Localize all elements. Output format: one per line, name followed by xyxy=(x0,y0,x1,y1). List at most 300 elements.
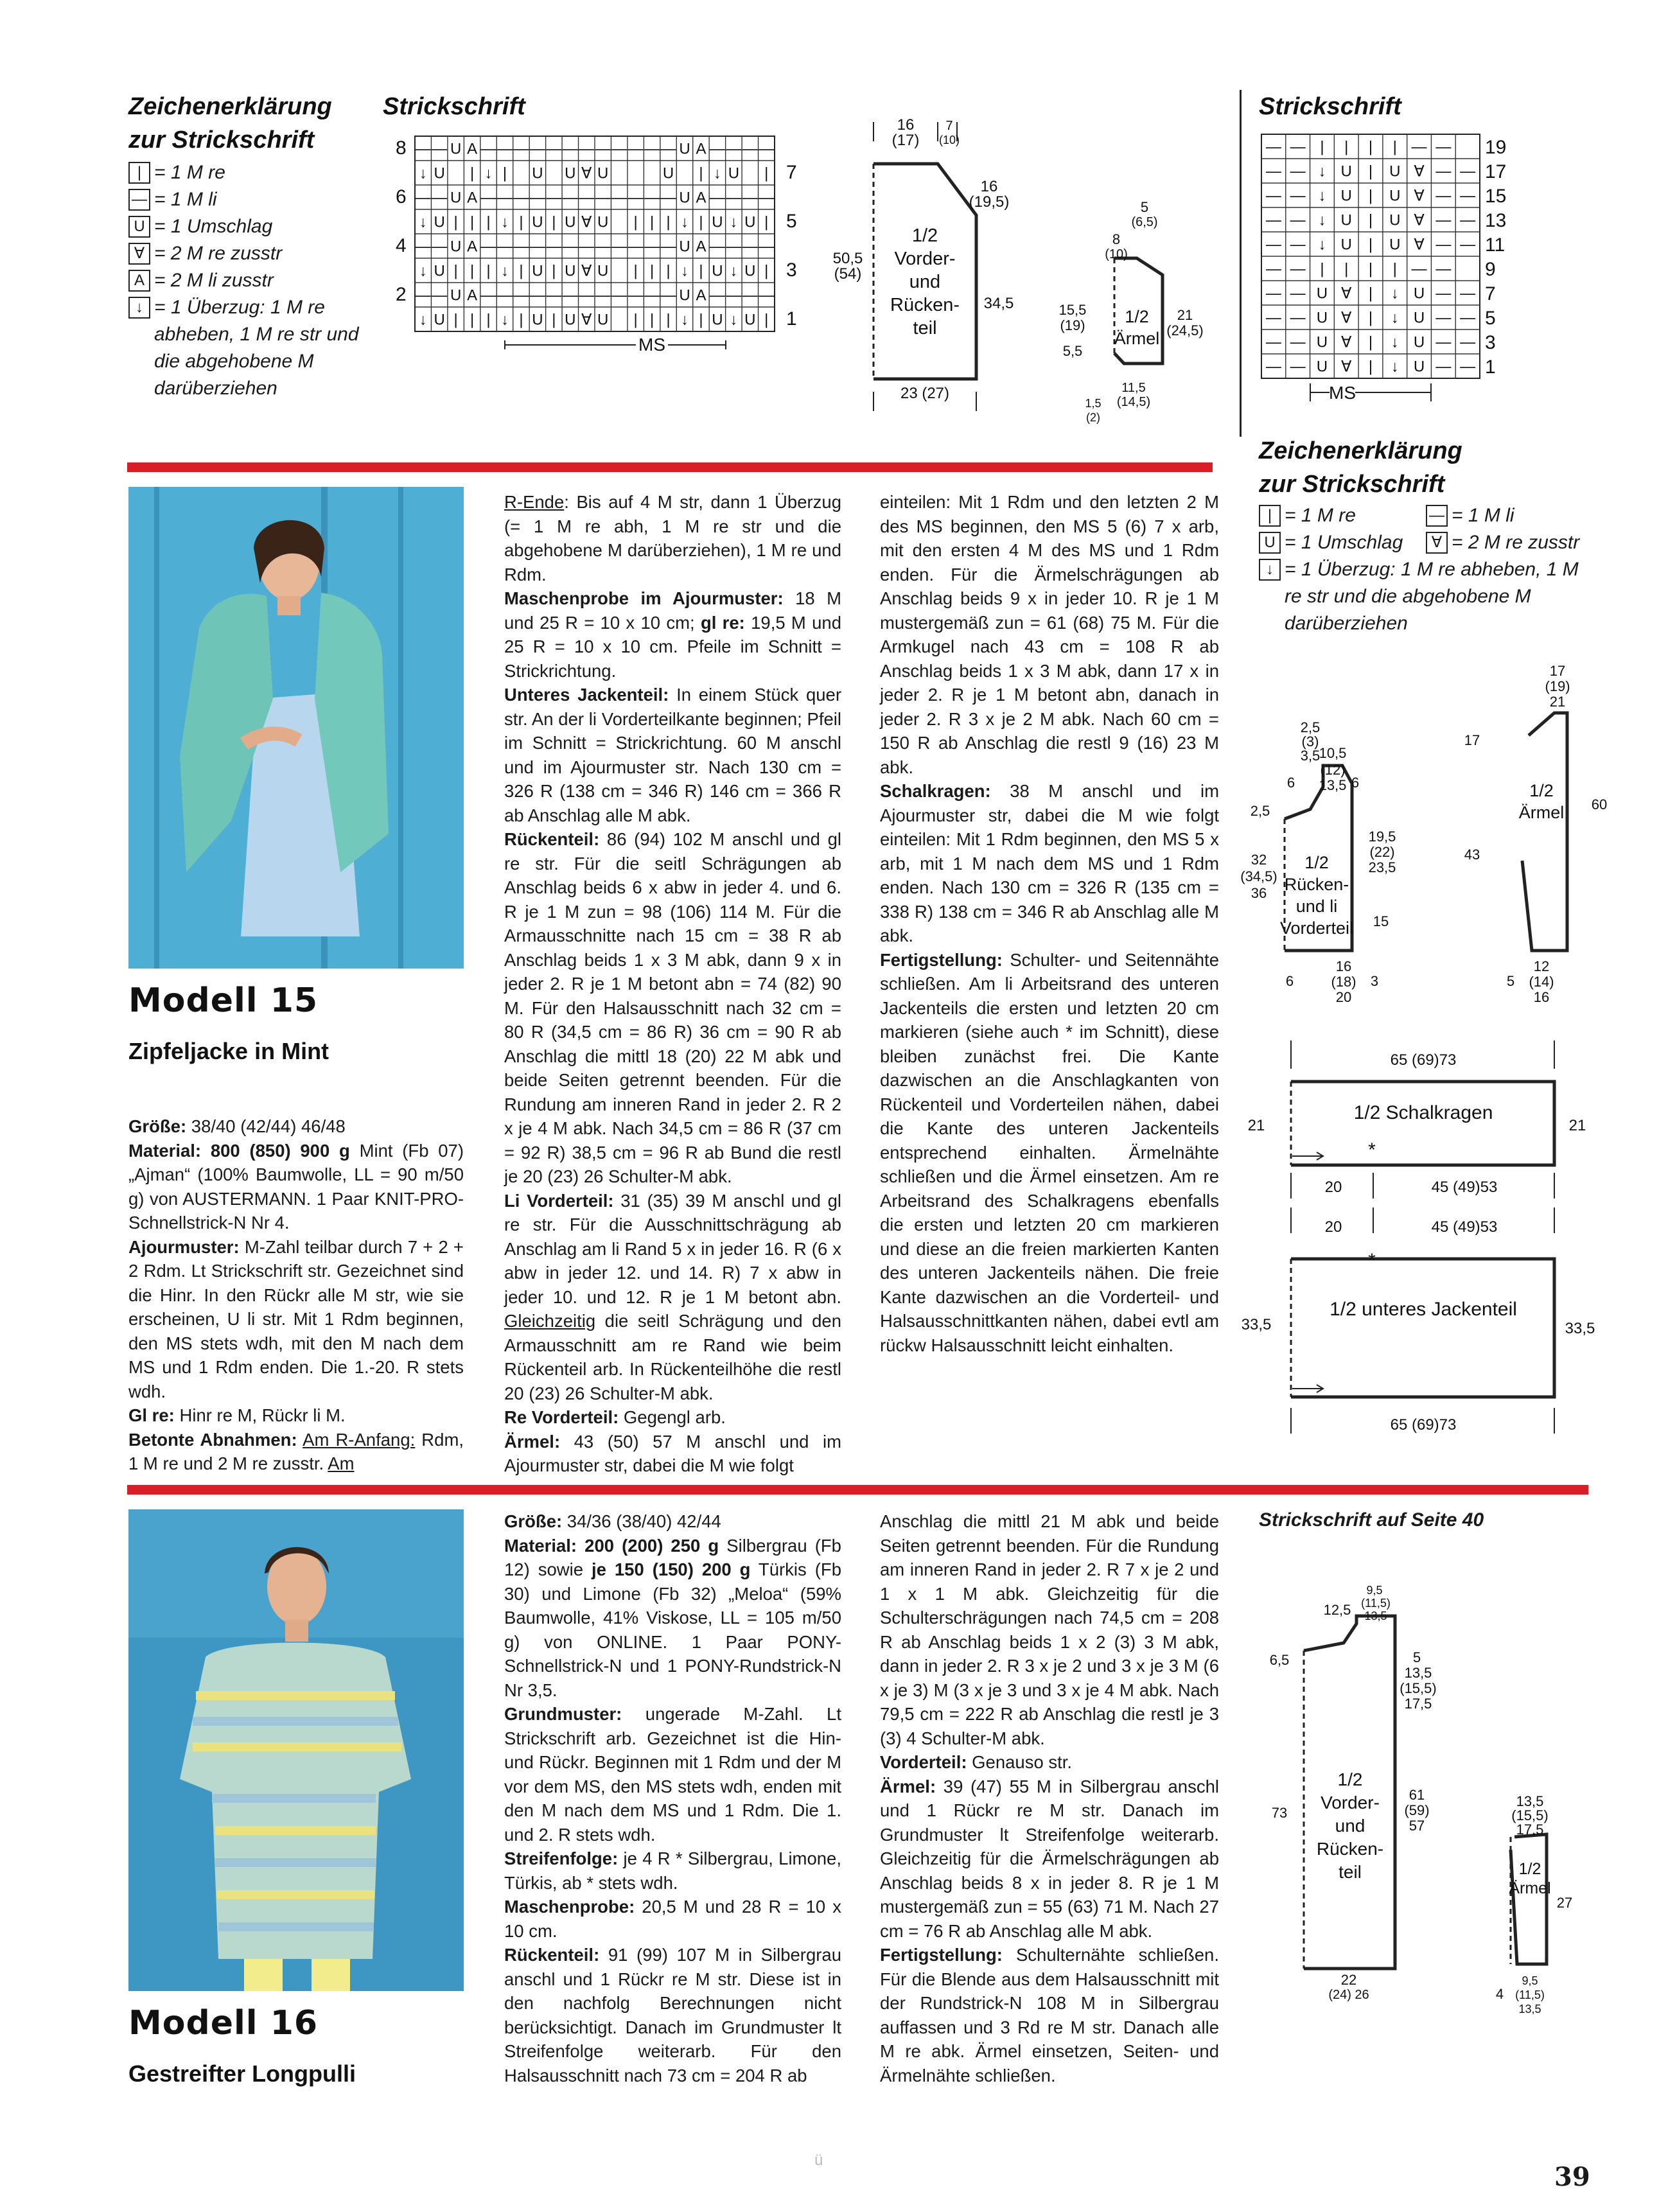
svg-text:3: 3 xyxy=(1485,332,1496,353)
svg-text:(59): (59) xyxy=(1404,1802,1430,1818)
chart-symbol: — xyxy=(709,286,725,304)
svg-text:5,5: 5,5 xyxy=(1062,343,1083,359)
chart-symbol: A xyxy=(467,238,478,256)
chart-symbol: — xyxy=(1265,260,1281,278)
svg-text:23,5: 23,5 xyxy=(1368,859,1396,875)
svg-text:22: 22 xyxy=(1340,1972,1357,1988)
chart-symbol: | xyxy=(470,213,475,231)
model-photo-image xyxy=(128,1509,464,1991)
chart-symbol: ↓ xyxy=(713,164,721,182)
svg-text:32: 32 xyxy=(1251,852,1267,868)
chart-symbol: ↓ xyxy=(1318,187,1326,205)
svg-text:33,5: 33,5 xyxy=(1241,1316,1272,1333)
chart-symbol: | xyxy=(519,262,523,280)
chart-symbol: | xyxy=(470,262,475,280)
svg-text:Rücken-: Rücken- xyxy=(1316,1839,1384,1859)
chart-symbol: ↓ xyxy=(1391,333,1399,351)
k2tog-symbol-icon: ∀ xyxy=(1426,532,1448,554)
chart-symbol: | xyxy=(1368,236,1373,254)
model-16-photo xyxy=(128,1509,464,1991)
legend-item: | = 1 M re xyxy=(128,159,373,186)
chart-symbol: | xyxy=(1368,358,1373,376)
svg-text:(24) 26: (24) 26 xyxy=(1328,1988,1369,2002)
chart-symbol: — xyxy=(759,140,775,158)
chart-symbol: A xyxy=(467,140,478,158)
svg-text:15: 15 xyxy=(1373,913,1389,929)
svg-text:2,5: 2,5 xyxy=(1250,803,1270,819)
chart-symbol: — xyxy=(415,238,431,256)
chart-symbol: — xyxy=(1435,309,1452,327)
chart-symbol: — xyxy=(513,140,529,158)
svg-text:(54): (54) xyxy=(834,265,862,283)
legend-right: Zeichenerklärung zur Strickschrift | = 1 M re — = 1 M li U = 1 Umschlag ∀ = 2 M re zusstr ↓ = 1 Überzug: 1 M re abheben, 1 M re str und die abgehobene M darüberziehen xyxy=(1259,437,1580,634)
chart-symbol: — xyxy=(1460,162,1476,180)
chart-symbol: ↓ xyxy=(681,213,689,231)
svg-text:20: 20 xyxy=(1335,989,1352,1005)
svg-text:Rücken-: Rücken- xyxy=(890,295,960,315)
chart-symbol: — xyxy=(644,286,660,304)
svg-text:1/2 unteres Jackenteil: 1/2 unteres Jackenteil xyxy=(1330,1299,1517,1320)
svg-text:1/2: 1/2 xyxy=(1337,1769,1363,1789)
chart-symbol: ↓ xyxy=(681,262,689,280)
svg-text:45 (49)53: 45 (49)53 xyxy=(1431,1218,1498,1236)
chart-symbol: | xyxy=(1344,138,1349,156)
svg-text:Vorderteil: Vorderteil xyxy=(1279,918,1354,938)
svg-text:13,5: 13,5 xyxy=(1404,1665,1432,1681)
chart-symbol: | xyxy=(486,311,491,329)
chart-title: Strickschrift xyxy=(383,93,525,120)
chart-symbol: ↓ xyxy=(501,262,509,280)
chart-symbol: U xyxy=(744,311,756,329)
chart-symbol: ↓ xyxy=(1318,211,1326,229)
chart-symbol: U xyxy=(1389,187,1401,205)
chart-symbol: — xyxy=(432,189,448,207)
chart-symbol: U xyxy=(565,311,576,329)
svg-text:2,5: 2,5 xyxy=(1300,719,1321,735)
chart-symbol: | xyxy=(453,311,458,329)
chart-symbol: A xyxy=(467,286,478,304)
instructions-column-2: R-Ende: Bis auf 4 M str, dann 1 Überzug (= 1 M re abh, 1 M re str und die abgehobene M darüberziehen), 1 M re und Rdm. Maschenprobe im Ajourmuster: 18 M und 25 R = 10 x 10 cm; gl re: 19,5 M und 25 R = 10 x 10 cm. Pfeile im Schnitt = Strickrichtung. Unteres Jackenteil: In einem Stück quer str. An der li Vorderteilkante beginnen; Pfeil im Schnitt = Strickrichtung. 60 M anschl und im Ajourmuster str. Nach 130 cm = 326 R (138 cm = 346 R) 146 cm = 366 R ab Anschlag alle M abk. Rückenteil: 86 (94) 102 M anschl und gl re str. Für die seitl Schrägungen ab Anschlag beids 6 x abw in jeder 4. und 6. R je 1 M zun = 98 (106) 114 M. Für die Armausschnitte nach 15 cm = 38 R ab Anschlag beids 1 x 3 M abk, dann 9 x in jeder 2. R je 1 M betont abn = 74 (82) 90 M. Für den Halsausschnitt nach 32 cm = 80 R (34,5 cm = 86 R) 36 cm = 90 R ab Anschlag die mittl 18 (20) 22 M abk und beide Seiten getrennt beenden. Für die Rundung am inneren Rand in jeder 2. R 2 x je 4 M abk. Nach 34,5 cm = 86 R (37 cm = 92 R) 38,5 cm = 96 R ab Bund die restl je 20 (23) 26 Schulter-M abk. Li Vorderteil: 31 (35) 39 M anschl und gl re str. Für die Ausschnittschrägung ab Anschlag am li Rand 5 x in jeder 16. R (6 x abw in jeder 12. und 14. R) 7 x abw in jeder 10. und 12. R je 1 M betont abn. Gleichzeitig die seitl Schrägung und den Armausschnitt am re Rand wie beim Rückenteil arb. In Rückenteilhöhe die restl 20 (23) 26 Schulter-M abk. Re Vorderteil: Gegengl arb. Ärmel: 43 (50) 57 M anschl und im Ajourmuster str, dabei die M wie folgt xyxy=(504,492,842,1475)
chart-symbol: — xyxy=(1265,333,1281,351)
chart-symbol: | xyxy=(1368,260,1373,278)
row-number: 1 xyxy=(786,308,797,329)
chart-symbol: — xyxy=(644,238,660,256)
svg-text:(19): (19) xyxy=(1060,317,1085,333)
row-number: 7 xyxy=(786,162,797,183)
chart-symbol: — xyxy=(1435,285,1452,303)
chart-symbol: — xyxy=(415,189,431,207)
svg-text:*: * xyxy=(1368,1139,1376,1161)
column-divider xyxy=(1240,90,1242,437)
svg-text:1/2 Schalkragen: 1/2 Schalkragen xyxy=(1353,1102,1493,1123)
chart-symbol: U xyxy=(434,262,445,280)
svg-text:(11,5): (11,5) xyxy=(1515,1988,1545,2001)
chart-symbol: U xyxy=(744,262,756,280)
chart-symbol: U xyxy=(662,164,674,182)
legend-item: A = 2 M li zusstr xyxy=(128,267,373,294)
k2tog-symbol-icon: ∀ xyxy=(128,243,150,265)
chart-symbol: | xyxy=(486,213,491,231)
svg-text:6: 6 xyxy=(1285,973,1294,989)
svg-text:(10): (10) xyxy=(938,134,960,146)
svg-text:13,5: 13,5 xyxy=(1518,2003,1541,2015)
svg-text:(19): (19) xyxy=(1545,678,1570,694)
svg-text:(14,5): (14,5) xyxy=(1116,395,1151,409)
chart-symbol: | xyxy=(699,164,703,182)
svg-text:1: 1 xyxy=(1485,356,1496,378)
chart-symbol: — xyxy=(497,189,513,207)
chart-symbol: ↓ xyxy=(419,164,427,182)
chart-symbol: — xyxy=(1435,187,1452,205)
svg-text:12: 12 xyxy=(1533,958,1550,974)
chart-symbol: — xyxy=(1290,358,1306,376)
svg-text:(2): (2) xyxy=(1086,411,1100,424)
chart-symbol: U xyxy=(728,164,740,182)
chart-symbol: — xyxy=(1460,309,1476,327)
chart-symbol: — xyxy=(579,189,595,207)
schematic-front-back xyxy=(829,116,1073,424)
svg-text:und: und xyxy=(909,272,941,292)
chart-symbol: — xyxy=(628,238,644,256)
svg-text:(15,5): (15,5) xyxy=(1511,1807,1549,1823)
chart-symbol: A xyxy=(696,286,707,304)
svg-text:Ärmel: Ärmel xyxy=(1518,803,1565,822)
svg-text:(24,5): (24,5) xyxy=(1166,322,1204,338)
svg-text:4: 4 xyxy=(1495,1986,1504,2002)
chart-symbol: — xyxy=(432,140,448,158)
chart-symbol: ∀ xyxy=(1341,309,1352,327)
chart-symbol: U xyxy=(679,140,690,158)
svg-text:17: 17 xyxy=(1464,732,1480,748)
chart-symbol: A xyxy=(467,189,478,207)
svg-text:16: 16 xyxy=(1533,989,1550,1005)
legend-title-2: zur Strickschrift xyxy=(128,127,315,154)
chart-symbol: U xyxy=(450,189,462,207)
chart-symbol: — xyxy=(480,189,496,207)
svg-text:27: 27 xyxy=(1556,1895,1573,1911)
yarnover-symbol-icon: U xyxy=(1259,532,1281,554)
chart-symbol: U xyxy=(1413,309,1425,327)
chart-symbol: ↓ xyxy=(1391,358,1399,376)
page-number: 39 xyxy=(1554,2162,1590,2192)
svg-text:43: 43 xyxy=(1464,847,1480,863)
chart-symbol: ↓ xyxy=(730,213,738,231)
svg-text:(10): (10) xyxy=(1105,247,1128,261)
chart-symbol: | xyxy=(699,311,703,329)
chart-symbol: — xyxy=(742,189,758,207)
chart-symbol: | xyxy=(1320,260,1324,278)
chart-symbol: ↓ xyxy=(419,213,427,231)
legend-item: ↓ = 1 Überzug: 1 M re abheben, 1 M re str und die abgehobene M darüberziehen xyxy=(128,294,373,402)
chart-symbol: — xyxy=(1411,260,1427,278)
chart-symbol: | xyxy=(470,311,475,329)
svg-text:15: 15 xyxy=(1485,186,1507,207)
chart-symbol: | xyxy=(764,213,769,231)
svg-text:19: 19 xyxy=(1485,137,1507,158)
chart-symbol: — xyxy=(1290,211,1306,229)
svg-text:7: 7 xyxy=(1485,283,1496,304)
chart-symbol: | xyxy=(486,262,491,280)
chart-symbol: — xyxy=(611,286,628,304)
chart-symbol: — xyxy=(1411,138,1427,156)
chart-symbol: | xyxy=(1344,260,1349,278)
chart-symbol: — xyxy=(1435,333,1452,351)
chart-symbol: | xyxy=(1368,309,1373,327)
svg-text:1/2: 1/2 xyxy=(1304,853,1329,872)
chart-symbol: — xyxy=(415,286,431,304)
chart-symbol: ↓ xyxy=(419,311,427,329)
chart-symbol: U xyxy=(1413,358,1425,376)
instructions-column-5: Anschlag die mittl 21 M abk und beide Seiten getrennt beenden. Für die Rundung am inneren Rand in jeder 2. R 7 x je 2 und 1 x 1 M abk. Gleichzeitig für die Schulterschrägungen nach 74,5 cm = 208 R ab Anschlag beids 1 x 2 (3) 3 M abk, dann in jeder 2. R 3 x je 2 und 3 x je 3 M (6 x je 3) M (3 x je 3 und 3 x je 4 M abk. Nach 79,5 cm = 222 R ab Anschlag die restl je 3 (3) 4 Schulter-M abk. Vorderteil: Genauso str. Ärmel: 39 (47) 55 M in Silbergrau anschl und 1 Rückr re M str. Danach im Grundmuster lt Streifenfolge weiterarb. Gleichzeitig für die Ärmelschrägungen ab Anschlag beids 8 x in jeder 8. R je 1 M mustergemäß zun = 55 (63) 71 M. Nach 27 cm = 76 R ab Anschlag alle M abk. Fertigstellung: Schulternähte schließen. Für die Blende aus dem Halsausschnitt mit der Rundstrick-N 108 M in Silbergrau auffassen und 3 Rd re M str. Danach alle M re abk. Ärmel einsetzen, Seiten- und Ärmelnähte schließen. xyxy=(880,1511,1219,2085)
svg-text:16: 16 xyxy=(1335,958,1352,974)
chart-symbol: | xyxy=(764,164,769,182)
svg-text:23 (27): 23 (27) xyxy=(900,385,950,402)
chart-symbol: U xyxy=(565,164,576,182)
chart-symbol: — xyxy=(480,286,496,304)
chart-symbol: — xyxy=(742,238,758,256)
chart-symbol: — xyxy=(709,189,725,207)
svg-text:16: 16 xyxy=(897,116,915,134)
chart-symbol: U xyxy=(1316,309,1328,327)
svg-text:16: 16 xyxy=(980,178,998,195)
svg-text:13,5: 13,5 xyxy=(1319,777,1347,793)
svg-text:15,5: 15,5 xyxy=(1058,302,1087,318)
svg-text:13,5: 13,5 xyxy=(1516,1793,1544,1809)
chart-symbol: ↓ xyxy=(1318,162,1326,180)
chart-symbol: | xyxy=(453,213,458,231)
svg-text:17,5: 17,5 xyxy=(1516,1821,1544,1838)
svg-text:17,5: 17,5 xyxy=(1404,1696,1432,1712)
chart-symbol: U xyxy=(597,311,609,329)
svg-text:und li: und li xyxy=(1295,897,1338,916)
chart-symbol: — xyxy=(562,140,578,158)
chart-symbol: U xyxy=(1340,236,1352,254)
row-number: 3 xyxy=(786,259,797,281)
chart-symbol: — xyxy=(660,140,676,158)
chart-symbol: U xyxy=(565,213,576,231)
chart-symbol: | xyxy=(453,262,458,280)
svg-text:13: 13 xyxy=(1485,210,1507,231)
chart-symbol: — xyxy=(742,286,758,304)
chart-symbol: — xyxy=(529,189,545,207)
model-title: Modell 15 xyxy=(128,981,319,1020)
svg-text:9: 9 xyxy=(1485,259,1496,280)
svg-text:6,5: 6,5 xyxy=(1269,1652,1290,1668)
chart-symbol: — xyxy=(759,189,775,207)
chart-symbol: — xyxy=(1265,236,1281,254)
chart-symbol: U xyxy=(1389,162,1401,180)
yarnover-symbol-icon: U xyxy=(128,216,150,238)
chart-symbol: | xyxy=(666,262,671,280)
chart-symbol: | xyxy=(1368,333,1373,351)
chart-symbol: — xyxy=(513,189,529,207)
instructions-column-3: einteilen: Mit 1 Rdm und den letzten 2 M des MS beginnen, den MS 5 (6) 7 x arb, mit den ersten 4 M des MS und 1 Rdm enden. Für die Ärmelschrägungen ab Anschlag beids 9 x in jeder 10. R je 1 M mustergemäß zun = 61 (68) 75 M. Für die Armkugel nach 43 cm = 108 R ab Anschlag beids 1 x 3 M abk, dann 17 x in jeder 2. R je 1 M betont abn, danach in jeder 2. R 3 x je 2 M abk. Nach 60 cm = 150 R ab Anschlag die restl 9 (16) 23 M abk. Schalkragen: 38 M anschl und im Ajourmuster str, dabei die M wie folgt einteilen: Mit 1 Rdm beginnen, den MS 5 x arb, mit 1 M nach dem MS und 1 Rdm enden. Nach 130 cm = 326 R (135 cm = 338 R) 138 cm = 346 R ab Anschlag alle M abk. Fertigstellung: Schulter- und Seitennähte schließen. Am li Arbeitsrand des unteren Jackenteils die ersten und letzten 20 cm markieren (siehe auch * im Schnitt), diese bleiben zunächst frei. Die Kante dazwischen an die Anschlagkanten von Rückenteil und Vorderteilen nähen, dabei die Kante des unteren Jackenteils entsprechend einhalten. Ärmelnähte schließen und die Ärmel einsetzen. Am re Arbeitsrand des Schalkragens ebenfalls die ersten und letzten 20 cm markieren und diese an die freien markierten Kanten des unteren Jackenteils nähen. Die freie Kante dazwischen an die Vorderteil- und Halsausschnittkanten nähen, dabei evtl am rückw Halsausschnitt leicht einhalten. xyxy=(880,492,1219,1355)
chart-symbol: — xyxy=(1265,285,1281,303)
chart-symbol: — xyxy=(1290,260,1306,278)
chart-symbol: ∀ xyxy=(1341,285,1352,303)
chart-symbol: — xyxy=(759,286,775,304)
svg-text:teil: teil xyxy=(1339,1862,1362,1882)
svg-text:*: * xyxy=(1368,1250,1376,1271)
chart-symbol: | xyxy=(764,262,769,280)
chart-symbol: — xyxy=(644,189,660,207)
chart-symbol: A xyxy=(696,140,707,158)
svg-text:MS: MS xyxy=(1329,383,1356,401)
chart-symbol: — xyxy=(709,238,725,256)
chart-symbol: | xyxy=(666,213,671,231)
chart-symbol: U xyxy=(450,286,462,304)
chart-symbol: U xyxy=(1340,211,1352,229)
svg-text:7: 7 xyxy=(945,119,953,133)
skp-symbol-icon: ↓ xyxy=(1259,559,1281,581)
svg-text:6: 6 xyxy=(1351,775,1360,791)
svg-text:1,5: 1,5 xyxy=(1085,397,1102,410)
chart-symbol: | xyxy=(649,213,654,231)
chart-symbol: — xyxy=(497,286,513,304)
chart-symbol: | xyxy=(519,213,523,231)
chart-symbol: ∀ xyxy=(581,164,592,182)
chart-symbol: U xyxy=(434,213,445,231)
chart-symbol: U xyxy=(1389,211,1401,229)
skp-symbol-icon: ↓ xyxy=(128,297,150,319)
chart-symbol: U xyxy=(1413,285,1425,303)
chart-symbol: U xyxy=(1316,358,1328,376)
chart-symbol: ↓ xyxy=(501,213,509,231)
chart-symbol: | xyxy=(1368,162,1373,180)
svg-text:21: 21 xyxy=(1247,1117,1265,1134)
chart-symbol: — xyxy=(513,238,529,256)
chart-symbol: — xyxy=(726,286,742,304)
chart-symbol: — xyxy=(513,286,529,304)
svg-text:Rücken-: Rücken- xyxy=(1284,875,1349,894)
chart-symbol: U xyxy=(679,189,690,207)
chart-symbol: ∀ xyxy=(1414,211,1425,229)
chart-symbol: | xyxy=(649,311,654,329)
svg-text:Ärmel: Ärmel xyxy=(1509,1879,1551,1897)
model-15-photo xyxy=(128,487,464,969)
svg-text:17: 17 xyxy=(1549,663,1566,679)
chart-symbol: | xyxy=(633,311,638,329)
chart-symbol: — xyxy=(611,189,628,207)
chart-symbol: | xyxy=(666,311,671,329)
svg-text:9,5: 9,5 xyxy=(1522,1974,1538,1987)
chart-symbol: — xyxy=(1460,187,1476,205)
chart-symbol: ↓ xyxy=(1391,309,1399,327)
chart-symbol: — xyxy=(1290,162,1306,180)
svg-text:3,5: 3,5 xyxy=(1300,748,1321,764)
row-number: 6 xyxy=(396,186,407,207)
svg-text:10,5: 10,5 xyxy=(1319,745,1347,761)
chart-symbol: — xyxy=(628,286,644,304)
chart-symbol: — xyxy=(1460,285,1476,303)
svg-text:(18): (18) xyxy=(1331,974,1356,990)
legend-title: Zeichenerklärung xyxy=(128,93,332,120)
chart-symbol: — xyxy=(726,238,742,256)
chart-symbol: — xyxy=(1265,138,1281,156)
chart-symbol: — xyxy=(1435,162,1452,180)
chart-symbol: U xyxy=(532,213,543,231)
instructions-column-1: Größe: 38/40 (42/44) 46/48 Material: 800 (850) 900 g Mint (Fb 07) „Ajman“ (100% Baumwolle, LL = 90 m/50 g) von AUSTERMANN. 1 Paar KNIT-PRO-Schnellstrick-N Nr 4. Ajourmuster: M-Zahl teilbar durch 7 + 2 + 2 Rdm. Lt Strickschrift str. Gezeichnet sind die Hinr. In den Rückr alle M str, wie sie erscheinen, U li str. Mit 1 Rdm beginnen, den MS stets wdh, mit den M nach dem MS und 1 Rdm enden. Die 1.-20. R stets wdh. Gl re: Hinr re M, Rückr li M. Betonte Abnahmen: Am R-Anfang: Rdm, 1 M re und 2 M re zusstr. Am xyxy=(128,1116,464,1473)
chart-symbol: — xyxy=(595,140,611,158)
schematic-jacket-back xyxy=(1220,662,1619,1021)
chart-symbol: ∀ xyxy=(1414,187,1425,205)
chart-symbol: ↓ xyxy=(419,262,427,280)
svg-text:5: 5 xyxy=(1140,199,1149,215)
knit-symbol-icon: | xyxy=(1259,505,1281,527)
chart-title: Strickschrift xyxy=(1259,93,1401,120)
chart-symbol: | xyxy=(1368,138,1373,156)
svg-text:(19,5): (19,5) xyxy=(969,193,1010,211)
svg-text:und: und xyxy=(1335,1816,1365,1836)
chart-symbol: U xyxy=(744,213,756,231)
chart-symbol: — xyxy=(1460,333,1476,351)
svg-text:11: 11 xyxy=(1485,234,1505,256)
chart-symbol: | xyxy=(699,262,703,280)
chart-symbol: ∀ xyxy=(1341,333,1352,351)
chart-symbol: — xyxy=(562,286,578,304)
chart-symbol: | xyxy=(633,213,638,231)
chart-symbol: U xyxy=(1413,333,1425,351)
svg-text:(34,5): (34,5) xyxy=(1240,868,1277,884)
chart-symbol: — xyxy=(595,189,611,207)
svg-text:13,5: 13,5 xyxy=(1364,1610,1387,1622)
chart-symbol: — xyxy=(529,140,545,158)
svg-text:3: 3 xyxy=(1370,973,1379,989)
svg-text:1/2: 1/2 xyxy=(1125,307,1149,326)
svg-text:(12): (12) xyxy=(1320,762,1346,778)
chart-symbol: — xyxy=(726,189,742,207)
chart-symbol: | xyxy=(649,262,654,280)
chart-symbol: — xyxy=(1290,236,1306,254)
chart-symbol: ↓ xyxy=(730,262,738,280)
svg-text:12,5: 12,5 xyxy=(1323,1602,1351,1618)
chart-symbol: — xyxy=(660,286,676,304)
footer-mark: ü xyxy=(814,2152,823,2169)
svg-text:(17): (17) xyxy=(891,132,920,149)
instructions-column-4: Größe: 34/36 (38/40) 42/44 Material: 200 (200) 250 g Silbergrau (Fb 12) sowie je 150 (150) 200 g Türkis (Fb 30) und Limone (Fb 32) „Meloa“ (59% Baumwolle, 41% Viskose, LL = 105 m/50 g) von ONLINE. 1 Paar PONY-Schnellstrick-N und 1 PONY-Rundstrick-N Nr 3,5. Grundmuster: ungerade M-Zahl. Lt Strickschrift arb. Gezeichnet ist die Hin- und Rückr. Beginnen mit 1 Rdm und der M vor dem MS, den MS stets wdh, enden mit den M nach dem MS und 1 Rdm. Die 1. und 2. R stets wdh. Streifenfolge: je 4 R * Silbergrau, Limone, Türkis, ab * stets wdh. Maschenprobe: 20,5 M und 28 R = 10 x 10 cm. Rückenteil: 91 (99) 107 M in Silbergrau anschl und 1 Rückr re M str. Diese ist in den nachfolg Berechnungen nicht berücksichtigt. Danach im Grundmuster lt Streifenfolge weiterarb. Für den Halsausschnitt nach 73 cm = 204 R ab xyxy=(504,1511,841,2085)
chart-symbol: A xyxy=(696,189,707,207)
chart-symbol: — xyxy=(1265,187,1281,205)
svg-text:17: 17 xyxy=(1485,161,1507,182)
chart-symbol: U xyxy=(532,262,543,280)
chart-symbol: ↓ xyxy=(1391,285,1399,303)
chart-symbol: ∀ xyxy=(581,311,592,329)
chart-symbol: — xyxy=(1265,358,1281,376)
chart-symbol: — xyxy=(1435,236,1452,254)
chart-symbol: U xyxy=(679,238,690,256)
chart-symbol: | xyxy=(502,164,507,182)
chart-symbol: — xyxy=(1290,333,1306,351)
chart-symbol: ↓ xyxy=(501,311,509,329)
chart-symbol: U xyxy=(679,286,690,304)
chart-symbol: — xyxy=(595,238,611,256)
svg-text:60: 60 xyxy=(1591,796,1608,812)
legend-top-left xyxy=(128,90,373,402)
chart-symbol: — xyxy=(562,238,578,256)
svg-text:11,5: 11,5 xyxy=(1121,381,1146,395)
svg-text:Ärmel: Ärmel xyxy=(1114,329,1160,348)
svg-text:(6,5): (6,5) xyxy=(1131,215,1158,229)
svg-text:33,5: 33,5 xyxy=(1565,1320,1595,1337)
chart-symbol: ↓ xyxy=(730,311,738,329)
chart-symbol: — xyxy=(660,189,676,207)
chart-reference: Strickschrift auf Seite 40 xyxy=(1259,1509,1484,1531)
chart-symbol: | xyxy=(1368,211,1373,229)
svg-text:19,5: 19,5 xyxy=(1368,829,1396,845)
model-subtitle: Gestreifter Longpulli xyxy=(128,2060,356,2087)
svg-text:(22): (22) xyxy=(1369,844,1395,860)
chart-symbol: — xyxy=(1265,309,1281,327)
